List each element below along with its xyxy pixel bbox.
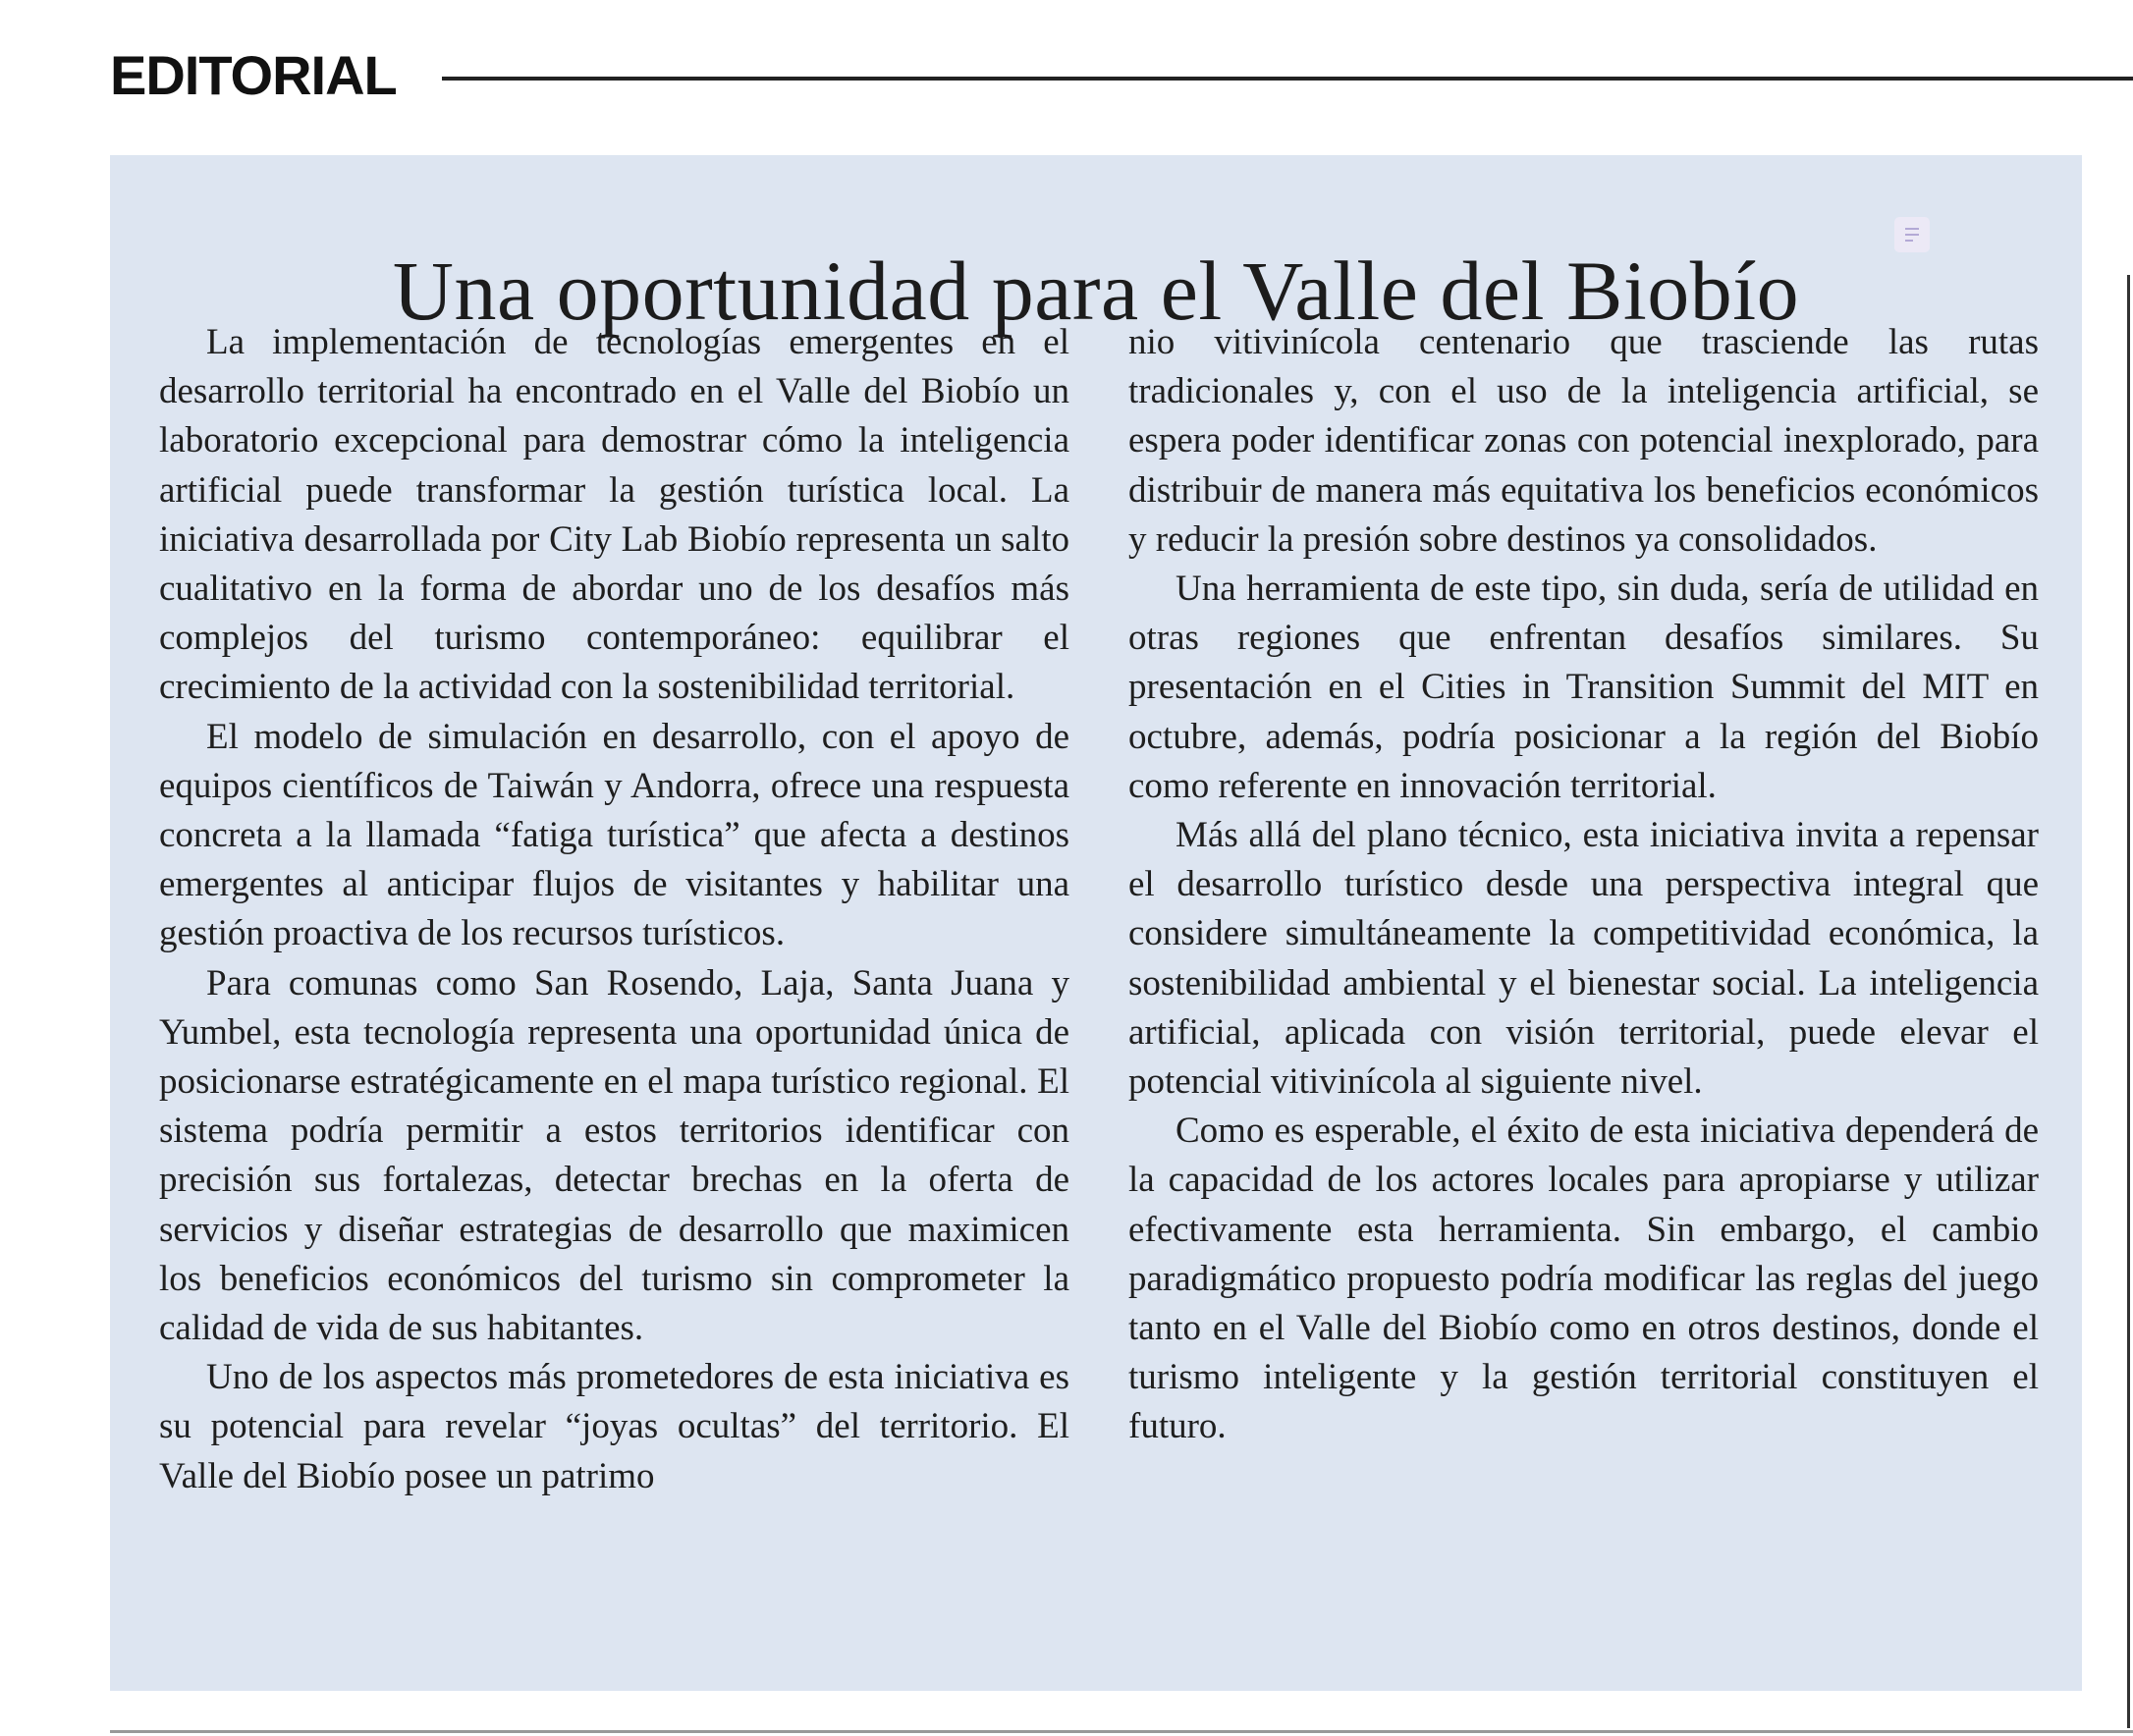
section-label: EDITORIAL [110, 44, 397, 106]
note-icon[interactable] [1894, 217, 1930, 252]
article-paragraph: Una herramienta de este tipo, sin duda, sería de utilidad en otras regiones que enfrentan desafíos similares. Su presentación en el Cities in Transition Summit del MIT en octubre, además, podría posicionar a la región del Biobío como referente en innovación territorial. [1128, 569, 2039, 806]
article-body [159, 318, 2039, 1501]
article-paragraph: El modelo de simulación en desarrollo, con el apoyo de equipos científicos de Taiwán y Andorra, ofrece una respuesta concreta a la llamada “fatiga turística” que afecta a destinos emergentes al anticipar flujos de visitantes y habilitar una gestión proactiva de los recursos turísticos. [159, 716, 1069, 954]
article-paragraph: Más allá del plano técnico, esta iniciativa invita a repensar el desarrollo turístico desde una perspectiva integral que considere simultáneamente la competitividad económica, la sostenibilidad ambiental y el bienestar social. La inteligencia artificial, aplicada con visión territorial, puede elevar el potencial vitivinícola al siguiente nivel. [1128, 815, 2039, 1103]
article-column-left [159, 318, 1069, 1501]
article-paragraph: nio vitivinícola centenario que trasciende las rutas tradicionales y, con el uso de la inteligencia artificial, se espera poder identificar zonas con potencial inexplorado, para distribuir de manera más equitativa los beneficios económicos y reducir la presión sobre destinos ya consolidados. [1128, 322, 2039, 560]
article-paragraph: La implementación de tecnologías emergentes en el desarrollo territorial ha encontrado en el Valle del Biobío un laboratorio excepcional para demostrar cómo la inteligencia artificial puede transformar la gestión turística local. La iniciativa desarrollada por City Lab Biobío representa un salto cualitativo en la forma de abordar uno de los desafíos más complejos del turismo contemporáneo: equilibrar el crecimiento de la actividad con la sostenibilidad territorial. [159, 322, 1069, 708]
article-headline: Una oportunidad para el Valle del Biobío [392, 243, 1800, 338]
section-divider [442, 77, 2133, 81]
column-rule-right [2127, 275, 2130, 1728]
article-paragraph: Uno de los aspectos más prometedores de esta iniciativa es su potencial para revelar “joyas ocultas” del territorio. El Valle del Biobío posee un patrimo [159, 1357, 1069, 1496]
bottom-divider [110, 1730, 2133, 1733]
editorial-box [110, 155, 2082, 1691]
article-column-right [1128, 318, 2039, 1501]
article-paragraph: Como es esperable, el éxito de esta iniciativa dependerá de la capacidad de los actores locales para apropiarse y utilizar efectivamente esta herramienta. Sin embargo, el cambio paradigmático propuesto podría modificar las reglas del juego tanto en el Valle del Biobío como en otros destinos, donde el turismo inteligente y la gestión territorial constituyen el futuro. [1128, 1111, 2039, 1447]
article-paragraph: Para comunas como San Rosendo, Laja, Santa Juana y Yumbel, esta tecnología representa una oportunidad única de posicionarse estratégicamente en el mapa turístico regional. El sistema podría permitir a estos territorios identificar con precisión sus fortalezas, detectar brechas en la oferta de servicios y diseñar estrategias de desarrollo que maximicen los beneficios económicos del turismo sin comprometer la calidad de vida de sus habitantes. [159, 962, 1069, 1349]
